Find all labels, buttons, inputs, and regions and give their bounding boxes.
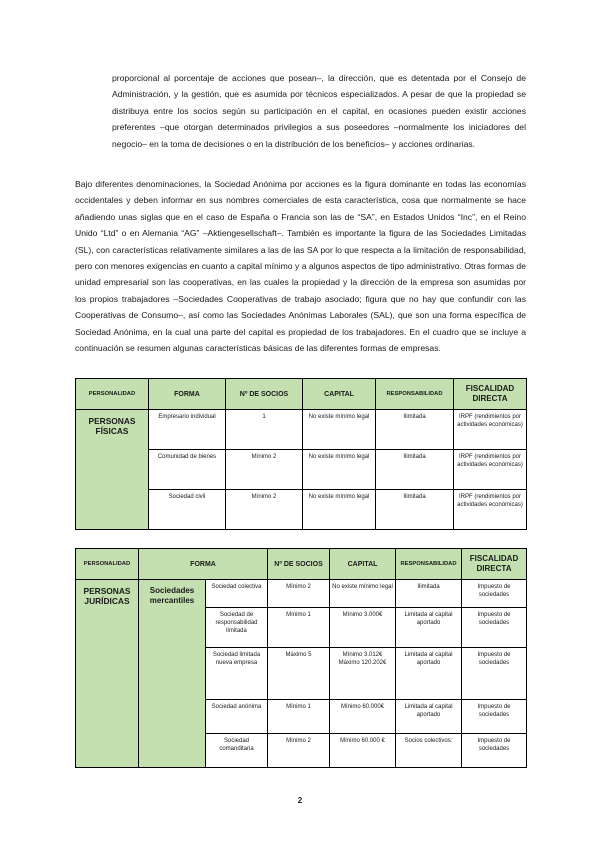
- cell-forma: Sociedad civil: [149, 490, 226, 530]
- table-personas-fisicas: [75, 378, 527, 530]
- cell-responsabilidad: Ilimitada: [376, 490, 454, 530]
- cell-socios: 1: [226, 410, 303, 450]
- cell-fiscalidad: Impuesto de sociedades: [462, 608, 527, 648]
- header-personalidad: PERSONALIDAD: [76, 379, 149, 410]
- cell-capital: No existe mínimo legal: [303, 490, 376, 530]
- cell-responsabilidad: Ilimitada: [376, 410, 454, 450]
- cell-forma: Empresario individual: [149, 410, 226, 450]
- cell-fiscalidad: Impuesto de sociedades: [462, 580, 527, 608]
- cell-forma: Sociedad colectiva: [206, 580, 268, 608]
- table-row: [76, 580, 527, 608]
- cell-fiscalidad: IRPF (rendimientos por actividades económicas): [454, 450, 527, 490]
- cell-forma: Sociedad de responsabilidad limitada: [206, 608, 268, 648]
- cell-responsabilidad: Ilimitada: [396, 580, 462, 608]
- cell-socios: Mínimo 2: [268, 580, 330, 608]
- table-header-row: [76, 379, 527, 410]
- cell-capital: Mínimo 60.000€: [330, 700, 396, 734]
- cell-responsabilidad: Limitada al capital aportado: [396, 648, 462, 700]
- header-personalidad: PERSONALIDAD: [76, 549, 139, 580]
- table-row: [76, 410, 527, 450]
- paragraph-main: Bajo diferentes denominaciones, la Sociedad Anónima por acciones es la figura dominante en todas las economías occidentales y deben informar en sus nombres comerciales de esta característica, cosa que normalmente se hace añadiendo unas siglas que en el caso de España o Francia son las de “SA”, en Estados Unidos “Inc”, en el Reino Unido “Ltd” o en Alemania “AG” –Aktiengesellschaft–. También es importante la figura de las Sociedades Limitadas (SL), con características relativamente similares a las de las SA por lo que respecta a la limitación de responsabilidad, pero con menores exigencias en cuanto a capital mínimo y a algunos aspectos de tipo administrativo. Otras formas de unidad empresarial son las cooperativas, en las cuales la propiedad y la dirección de la empresa son asumidas por los propios trabajadores –Sociedades Cooperativas de trabajo asociado; figura que no hay que confundir con las Cooperativas de Consumo–, así como las Sociedades Anónimas Laborales (SAL), que son una forma específica de Sociedad Anónima, en la cual una parte del capital es propiedad de los trabajadores. En el cuadro que se incluye a continuación se resumen algunas características básicas de las diferentes formas de empresas.: [75, 179, 526, 354]
- table-header-row: [76, 549, 527, 580]
- header-socios: Nº DE SOCIOS: [226, 379, 303, 410]
- cell-fiscalidad: Impuesto de sociedades: [462, 700, 527, 734]
- group-personas-juridicas: PERSONAS JURÍDICAS: [76, 580, 139, 768]
- cell-fiscalidad: IRPF (rendimientos por actividades económicas): [454, 490, 527, 530]
- cell-socios: Máximo 5: [268, 648, 330, 700]
- page-number: 2: [297, 796, 303, 805]
- cell-socios: Mínimo 1: [268, 608, 330, 648]
- cell-fiscalidad: IRPF (rendimientos por actividades económicas): [454, 410, 527, 450]
- header-capital: CAPITAL: [330, 549, 396, 580]
- header-responsabilidad: RESPONSABILIDAD: [396, 549, 462, 580]
- header-fiscalidad: FISCALIDAD DIRECTA: [454, 379, 527, 410]
- header-forma: FORMA: [149, 379, 226, 410]
- header-forma: FORMA: [139, 549, 268, 580]
- cell-socios: Mínimo 1: [268, 700, 330, 734]
- cell-fiscalidad: Impuesto de sociedades: [462, 648, 527, 700]
- cell-responsabilidad: Limitada al capital aportado: [396, 608, 462, 648]
- cell-capital: No existe mínimo legal: [303, 450, 376, 490]
- header-fiscalidad: FISCALIDAD DIRECTA: [462, 549, 527, 580]
- cell-forma: Sociedad limitada nueva empresa: [206, 648, 268, 700]
- subgroup-sociedades-mercantiles: Sociedades mercantiles: [139, 580, 206, 768]
- table-personas-juridicas: [75, 548, 527, 768]
- paragraph-continuation: proporcional al porcentaje de acciones que posean–, la dirección, que es detentada por el Consejo de Administración, y la gestión, que es asumida por técnicos especializados. A pesar de que la propiedad se distribuya entre los socios según su participación en el capital, en ocasiones pueden existir acciones preferentes –que otorgan determinados privilegios a sus poseedores –normalmente los iniciadores del negocio– en la toma de decisiones o en la distribución de los beneficios– y acciones ordinarias.: [112, 73, 526, 149]
- cell-socios: Mínimo 2: [226, 450, 303, 490]
- cell-capital: Mínimo 3.000€: [330, 608, 396, 648]
- cell-capital: Mínimo 60.000 €: [330, 734, 396, 768]
- cell-capital: No existe mínimo legal: [330, 580, 396, 608]
- cell-forma: Comunidad de bienes: [149, 450, 226, 490]
- cell-responsabilidad: Limitada al capital aportado: [396, 700, 462, 734]
- cell-forma: Sociedad comanditaria: [206, 734, 268, 768]
- cell-capital: No existe mínimo legal: [303, 410, 376, 450]
- cell-socios: Mínimo 2: [226, 490, 303, 530]
- cell-socios: Mínimo 2: [268, 734, 330, 768]
- cell-forma: Sociedad anónima: [206, 700, 268, 734]
- cell-responsabilidad: Socios colectivos:: [396, 734, 462, 768]
- header-socios: Nº DE SOCIOS: [268, 549, 330, 580]
- cell-responsabilidad: Ilimitada: [376, 450, 454, 490]
- cell-capital: Mínimo 3.012€ Máximo 120.202€: [330, 648, 396, 700]
- group-personas-fisicas: PERSONAS FÍSICAS: [76, 410, 149, 530]
- header-capital: CAPITAL: [303, 379, 376, 410]
- cell-fiscalidad: Impuesto de sociedades: [462, 734, 527, 768]
- header-responsabilidad: RESPONSABILIDAD: [376, 379, 454, 410]
